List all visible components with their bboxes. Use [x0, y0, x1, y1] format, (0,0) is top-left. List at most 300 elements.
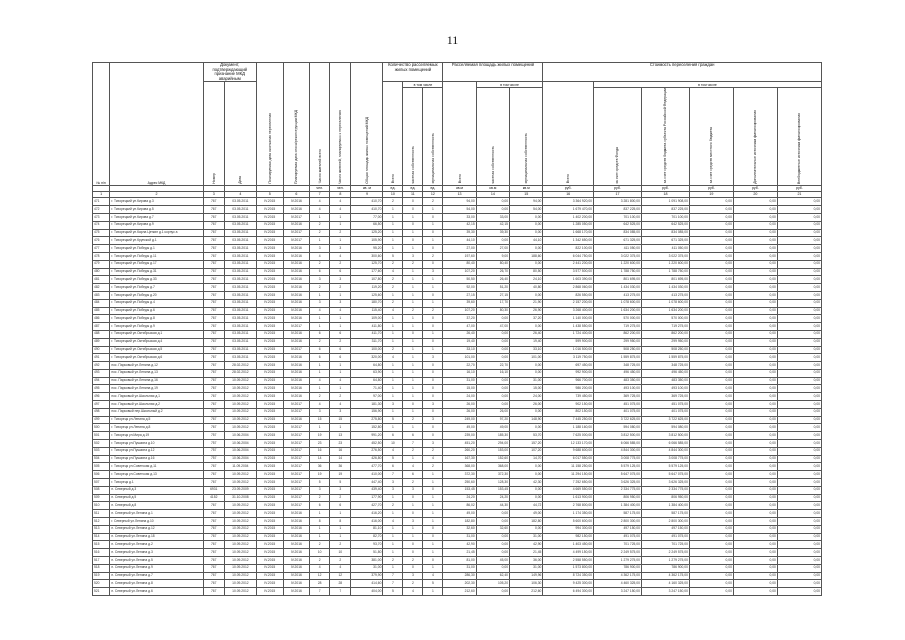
- table-cell: 0,00: [510, 229, 543, 237]
- table-cell: 1 559 875,00: [641, 354, 689, 362]
- table-cell: 86,02: [443, 502, 476, 510]
- table-cell: 1 384 400,00: [641, 502, 689, 510]
- table-row: [93, 401, 822, 409]
- table-cell: IV.2016: [283, 377, 310, 385]
- table-cell: 4: [383, 354, 403, 362]
- table-cell: 03.05.2011: [224, 260, 256, 268]
- table-cell: 0,00: [733, 471, 777, 479]
- table-cell: 5 579 125,00: [594, 463, 642, 471]
- planned-relocation-header: Планируемая дата окончания переселения: [267, 113, 272, 184]
- table-cell: г. Тихорецкий ул.Кирова д.9: [110, 221, 203, 229]
- table-cell: IV.2017: [283, 408, 310, 416]
- table-cell: 149,96: [510, 572, 543, 580]
- table-cell: 49,00: [476, 424, 509, 432]
- table-cell: 3: [383, 401, 403, 409]
- table-cell: 4: [403, 463, 423, 471]
- table-cell: 1: [383, 229, 403, 237]
- table-cell: 1: [403, 533, 423, 541]
- table-cell: г. Северный ул.Ленина д.10: [110, 518, 203, 526]
- table-cell: 80,30: [476, 307, 509, 315]
- table-cell: 0,00: [476, 346, 509, 354]
- table-cell: 2 800 300,00: [641, 518, 689, 526]
- table-cell: IV.2016: [283, 354, 310, 362]
- table-cell: 767: [203, 323, 224, 331]
- table-cell: 2: [383, 276, 403, 284]
- table-cell: 10.09.2012: [224, 393, 256, 401]
- table-cell: 4 844 300,00: [594, 447, 642, 455]
- table-cell: 516: [93, 549, 110, 557]
- table-cell: 2: [310, 494, 330, 502]
- table-cell: 0,00: [476, 549, 509, 557]
- table-cell: 0: [423, 385, 443, 393]
- table-cell: 518: [93, 564, 110, 572]
- table-cell: г. Тихорецкий ул.Победы д.31: [110, 268, 203, 276]
- table-cell: 0: [423, 229, 443, 237]
- table-cell: 719 275,00: [594, 323, 642, 331]
- table-cell: 2 334 775,00: [594, 486, 642, 494]
- table-cell: 03.05.2011: [224, 245, 256, 253]
- table-cell: 0,00: [733, 572, 777, 580]
- table-cell: 0: [423, 408, 443, 416]
- units-cell: кв.м: [476, 186, 509, 192]
- table-cell: 2: [330, 229, 351, 237]
- table-cell: 767: [203, 533, 224, 541]
- table-cell: 0,00: [733, 252, 777, 260]
- table-cell: 3 722 625,00: [594, 416, 642, 424]
- table-row: [93, 229, 822, 237]
- table-cell: 31,00: [510, 533, 543, 541]
- table-cell: г. Тихорецкий ул.Кирова д.3: [110, 198, 203, 206]
- table-cell: 4: [383, 447, 403, 455]
- local-header: за счет средств местного бюджета: [709, 127, 714, 184]
- table-cell: 311,70: [351, 338, 383, 346]
- table-cell: 10.09.2012: [224, 377, 256, 385]
- table-cell: 03.05.2011: [224, 338, 256, 346]
- table-cell: 767: [203, 502, 224, 510]
- table-cell: 4: [330, 401, 351, 409]
- table-cell: 767: [203, 245, 224, 253]
- table-cell: 767: [203, 291, 224, 299]
- table-cell: 0,00: [510, 245, 543, 253]
- table-cell: 31,00: [443, 564, 476, 572]
- table-cell: 0,00: [689, 416, 733, 424]
- table-cell: 4: [310, 401, 330, 409]
- table-cell: 767: [203, 260, 224, 268]
- table-cell: 31,00: [510, 377, 543, 385]
- table-cell: 2: [383, 346, 403, 354]
- table-cell: 0,00: [689, 377, 733, 385]
- table-cell: 0,00: [777, 346, 821, 354]
- table-cell: 19,40: [510, 338, 543, 346]
- table-cell: 1: [383, 362, 403, 370]
- table-cell: 487: [93, 323, 110, 331]
- table-cell: г. Тихорецкий ул.Карла Цеткин д.1 корпус а: [110, 229, 203, 237]
- table-cell: IV.2015: [256, 572, 283, 580]
- table-cell: 3: [403, 518, 423, 526]
- table-cell: 0,00: [777, 245, 821, 253]
- table-cell: 0,00: [510, 463, 543, 471]
- table-cell: 27,15: [476, 291, 509, 299]
- table-cell: 4: [310, 564, 330, 572]
- table-cell: 3 247 150,00: [594, 588, 642, 596]
- table-cell: 0,00: [777, 237, 821, 245]
- table-cell: 0,00: [777, 268, 821, 276]
- table-cell: IV.2015: [256, 385, 283, 393]
- table-cell: 1 285 050,00: [543, 221, 594, 229]
- table-cell: 16,10: [443, 369, 476, 377]
- table-cell: 300,60: [351, 252, 383, 260]
- table-cell: 1: [423, 276, 443, 284]
- table-cell: 8 724 350,00: [543, 572, 594, 580]
- table-cell: 1 668 170,00: [543, 229, 594, 237]
- table-cell: 0,00: [777, 198, 821, 206]
- table-cell: 276,50: [351, 447, 383, 455]
- table-cell: пос. Парковый пер.Школьный д.2: [110, 408, 203, 416]
- table-cell: 0: [423, 486, 443, 494]
- table-cell: 1: [310, 525, 330, 533]
- table-row: [93, 330, 822, 338]
- table-cell: 10.09.2012: [224, 401, 256, 409]
- table-cell: 0,00: [689, 463, 733, 471]
- table-cell: IV.2017: [283, 432, 310, 440]
- table-cell: 0,00: [733, 401, 777, 409]
- table-cell: 3 119 750,00: [543, 354, 594, 362]
- column-number-cell: 11: [403, 192, 423, 198]
- table-cell: 63,90: [351, 369, 383, 377]
- table-cell: 3 364 920,00: [543, 198, 594, 206]
- table-cell: 42,90: [443, 541, 476, 549]
- table-cell: 0,00: [733, 362, 777, 370]
- table-cell: 180,70: [351, 299, 383, 307]
- table-cell: IV.2016: [283, 416, 310, 424]
- table-cell: 153,45: [476, 486, 509, 494]
- table-cell: 1: [403, 525, 423, 533]
- table-cell: 6: [310, 354, 330, 362]
- table-cell: 3 008 775,00: [641, 455, 689, 463]
- table-cell: 0,00: [689, 291, 733, 299]
- table-cell: 23: [310, 440, 330, 448]
- table-cell: 156,90: [351, 408, 383, 416]
- table-cell: IV.2017: [283, 486, 310, 494]
- table-cell: 0,00: [733, 338, 777, 346]
- table-cell: 1: [423, 206, 443, 214]
- table-cell: 991,20: [351, 432, 383, 440]
- table-cell: IV.2015: [256, 198, 283, 206]
- table-cell: 1: [330, 213, 351, 221]
- table-cell: 101,00: [510, 354, 543, 362]
- table-cell: 0,00: [689, 471, 733, 479]
- table-cell: 757: [203, 447, 224, 455]
- table-cell: 33,00: [443, 213, 476, 221]
- table-cell: 862 200,00: [594, 330, 642, 338]
- column-number-cell: 8: [330, 192, 351, 198]
- table-cell: 517: [93, 557, 110, 565]
- table-cell: 0,00: [689, 338, 733, 346]
- table-cell: 1: [403, 338, 423, 346]
- cost-all-header: Всего: [566, 174, 571, 184]
- table-cell: 0,00: [777, 315, 821, 323]
- table-cell: 0,00: [777, 588, 821, 596]
- table-cell: 0,00: [510, 494, 543, 502]
- fund-header: за счет средств Фонда: [615, 146, 620, 184]
- table-cell: 1 279 275,00: [641, 557, 689, 565]
- table-cell: 0: [403, 494, 423, 502]
- table-row: [93, 291, 822, 299]
- table-cell: 6: [310, 330, 330, 338]
- table-row: [93, 252, 822, 260]
- column-number-cell: 5: [256, 192, 283, 198]
- table-cell: 0,00: [733, 494, 777, 502]
- table-cell: 1: [383, 408, 403, 416]
- date-header: Дата: [238, 175, 243, 184]
- table-cell: 0,00: [733, 260, 777, 268]
- table-cell: 368,00: [443, 463, 476, 471]
- table-cell: 701 100,00: [594, 213, 642, 221]
- table-cell: 0,00: [777, 362, 821, 370]
- table-cell: 500: [93, 424, 110, 432]
- table-cell: 0,00: [689, 369, 733, 377]
- table-cell: 153,00: [476, 447, 509, 455]
- table-cell: 0,00: [733, 408, 777, 416]
- table-cell: 0,00: [733, 307, 777, 315]
- table-cell: 4: [383, 518, 403, 526]
- table-cell: 767: [203, 198, 224, 206]
- table-cell: 0: [423, 291, 443, 299]
- table-cell: IV.2015: [256, 541, 283, 549]
- table-cell: 483: [93, 291, 110, 299]
- table-cell: 1 402 200,00: [543, 213, 594, 221]
- column-number-cell: 1: [93, 192, 110, 198]
- table-cell: 493: [93, 369, 110, 377]
- table-cell: 0,00: [733, 354, 777, 362]
- table-cell: 1: [383, 525, 403, 533]
- planned-demolition-header: Планируемая дата сноса/реконструкции МКД: [294, 109, 299, 184]
- table-cell: 6 017 550,00: [543, 455, 594, 463]
- table-cell: 0,00: [777, 510, 821, 518]
- table-cell: 1: [310, 237, 330, 245]
- table-cell: 767: [203, 580, 224, 588]
- table-cell: 599 900,00: [543, 338, 594, 346]
- table-cell: 0,00: [733, 525, 777, 533]
- table-cell: 0,00: [777, 494, 821, 502]
- table-cell: 0,00: [733, 549, 777, 557]
- table-cell: 6 066 585,00: [641, 440, 689, 448]
- table-cell: 1: [403, 284, 423, 292]
- table-cell: 0: [403, 510, 423, 518]
- table-cell: 3: [403, 252, 423, 260]
- table-cell: 10.09.2012: [224, 424, 256, 432]
- table-cell: 0,00: [777, 525, 821, 533]
- table-cell: г. Тихорецкий ул.Кирова д.5: [110, 206, 203, 214]
- table-cell: 701 725,00: [641, 541, 689, 549]
- table-cell: 42,15: [476, 221, 509, 229]
- table-cell: 10.09.2012: [224, 408, 256, 416]
- table-cell: 294,00: [476, 440, 509, 448]
- table-cell: 42,90: [510, 541, 543, 549]
- table-cell: г. Тихорецкий ул.Кирова д.7: [110, 213, 203, 221]
- table-cell: 2 441 200,00: [543, 260, 594, 268]
- table-cell: 0,00: [777, 206, 821, 214]
- table-cell: IV.2017: [283, 229, 310, 237]
- table-cell: 3: [330, 299, 351, 307]
- table-cell: 93,70: [351, 541, 383, 549]
- table-cell: п. Северный ул.Ленина д.8: [110, 580, 203, 588]
- table-cell: 21,90: [510, 299, 543, 307]
- table-cell: 0: [423, 432, 443, 440]
- table-cell: 0: [423, 424, 443, 432]
- table-cell: 767: [203, 354, 224, 362]
- table-cell: г. Тихорецкий ул.Победы д.20: [110, 291, 203, 299]
- table-cell: 671 325,00: [641, 237, 689, 245]
- table-cell: 53,70: [510, 432, 543, 440]
- table-cell: 49,00: [443, 424, 476, 432]
- table-cell: 401 075,00: [594, 408, 642, 416]
- table-cell: 81,00: [443, 557, 476, 565]
- table-cell: 1: [383, 494, 403, 502]
- table-cell: IV.2015: [256, 369, 283, 377]
- table-cell: 24,00: [443, 393, 476, 401]
- table-cell: 0,00: [689, 510, 733, 518]
- table-cell: 03.05.2011: [224, 291, 256, 299]
- table-row: [93, 455, 822, 463]
- table-cell: 5: [383, 455, 403, 463]
- table-cell: 505: [93, 463, 110, 471]
- table-cell: 0,00: [476, 198, 509, 206]
- table-cell: 786 900,00: [594, 564, 642, 572]
- table-cell: IV.2015: [256, 533, 283, 541]
- table-cell: 7: [403, 440, 423, 448]
- table-cell: 5 647 075,00: [641, 471, 689, 479]
- table-cell: 16,10: [476, 369, 509, 377]
- table-cell: 8: [310, 518, 330, 526]
- table-cell: 767: [203, 338, 224, 346]
- table-cell: 26,40: [443, 330, 476, 338]
- table-cell: 3: [423, 354, 443, 362]
- table-cell: 493 100,00: [594, 385, 642, 393]
- table-cell: 39,30: [476, 229, 509, 237]
- table-cell: 1: [310, 385, 330, 393]
- table-cell: 0,00: [733, 416, 777, 424]
- table-cell: 71,40: [351, 385, 383, 393]
- table-cell: 10.09.2012: [224, 525, 256, 533]
- table-cell: IV.2017: [283, 323, 310, 331]
- table-cell: 4: [310, 198, 330, 206]
- table-cell: 0,00: [777, 307, 821, 315]
- table-cell: 0,00: [733, 268, 777, 276]
- table-cell: 03.05.2011: [224, 221, 256, 229]
- table-cell: 26,00: [443, 408, 476, 416]
- table-cell: 767: [203, 346, 224, 354]
- table-cell: 0,00: [510, 362, 543, 370]
- table-cell: 62,40: [476, 572, 509, 580]
- table-cell: 701 100,00: [641, 213, 689, 221]
- table-cell: 486: [93, 315, 110, 323]
- table-cell: 410,70: [351, 206, 383, 214]
- table-cell: 1: [383, 377, 403, 385]
- table-cell: 491: [93, 354, 110, 362]
- table-cell: 0,00: [777, 213, 821, 221]
- table-cell: г. Тихорецкий ул.Октябрьская д.1: [110, 330, 203, 338]
- table-cell: 26,00: [510, 401, 543, 409]
- table-cell: 1: [383, 291, 403, 299]
- table-cell: IV.2016: [283, 330, 310, 338]
- table-cell: 1 788 750,00: [641, 268, 689, 276]
- table-row: [93, 206, 822, 214]
- units-cell: кв.м: [510, 186, 543, 192]
- table-cell: 992 900,00: [543, 369, 594, 377]
- table-cell: 24,00: [510, 393, 543, 401]
- table-cell: IV.2016: [283, 541, 310, 549]
- table-cell: 26,70: [476, 268, 509, 276]
- table-cell: 2 249 575,00: [594, 549, 642, 557]
- table-cell: 7: [383, 580, 403, 588]
- table-cell: 3: [383, 479, 403, 487]
- table-cell: 0,00: [733, 237, 777, 245]
- table-cell: пос. Парковый ул.Школьная д.2: [110, 401, 203, 409]
- table-cell: 1: [330, 221, 351, 229]
- column-number-cell: 17: [594, 192, 642, 198]
- table-cell: 520: [93, 580, 110, 588]
- table-cell: 1: [423, 330, 443, 338]
- table-cell: 767: [203, 284, 224, 292]
- table-cell: 0,00: [476, 237, 509, 245]
- table-cell: 0,00: [689, 206, 733, 214]
- table-cell: 6: [310, 346, 330, 354]
- table-cell: 452,50: [351, 440, 383, 448]
- table-cell: 502: [93, 440, 110, 448]
- table-cell: 0,00: [777, 323, 821, 331]
- table-cell: 03.05.2011: [224, 229, 256, 237]
- table-cell: 0,00: [777, 330, 821, 338]
- table-cell: 411 050,00: [594, 245, 642, 253]
- table-cell: 212,60: [510, 588, 543, 596]
- table-cell: 250,60: [443, 479, 476, 487]
- table-cell: г. Тихорецкий ул.Победы д.33: [110, 276, 203, 284]
- table-cell: 0,00: [476, 206, 509, 214]
- table-cell: 0,00: [689, 237, 733, 245]
- table-cell: 4: [310, 206, 330, 214]
- table-cell: 1: [383, 315, 403, 323]
- table-cell: 28.02.2012: [224, 362, 256, 370]
- table-cell: 15: [310, 416, 330, 424]
- table-row: [93, 525, 822, 533]
- table-cell: 6: [310, 502, 330, 510]
- table-cell: 767: [203, 299, 224, 307]
- table-cell: 2: [403, 307, 423, 315]
- table-cell: 642 525,00: [594, 221, 642, 229]
- table-cell: г. Тихорецк д.1: [110, 479, 203, 487]
- table-cell: IV.2015: [256, 463, 283, 471]
- table-cell: 1 220 600,00: [594, 260, 642, 268]
- table-cell: 801 695,00: [641, 276, 689, 284]
- table-cell: IV.2016: [283, 572, 310, 580]
- table-cell: 0,00: [777, 486, 821, 494]
- column-number-cell: 7: [310, 192, 330, 198]
- table-cell: 03.05.2011: [224, 198, 256, 206]
- table-cell: 10: [383, 440, 403, 448]
- table-cell: 12 133 170,00: [543, 440, 594, 448]
- table-cell: IV.2015: [256, 549, 283, 557]
- table-cell: 4: [423, 572, 443, 580]
- table-cell: 368,00: [476, 463, 509, 471]
- table-cell: 0,00: [689, 198, 733, 206]
- table-row: [93, 354, 822, 362]
- table-cell: 182,80: [510, 518, 543, 526]
- table-cell: 1: [403, 229, 423, 237]
- table-cell: 642 525,00: [641, 221, 689, 229]
- table-cell: 1 091 908,00: [641, 198, 689, 206]
- table-cell: 0,00: [777, 455, 821, 463]
